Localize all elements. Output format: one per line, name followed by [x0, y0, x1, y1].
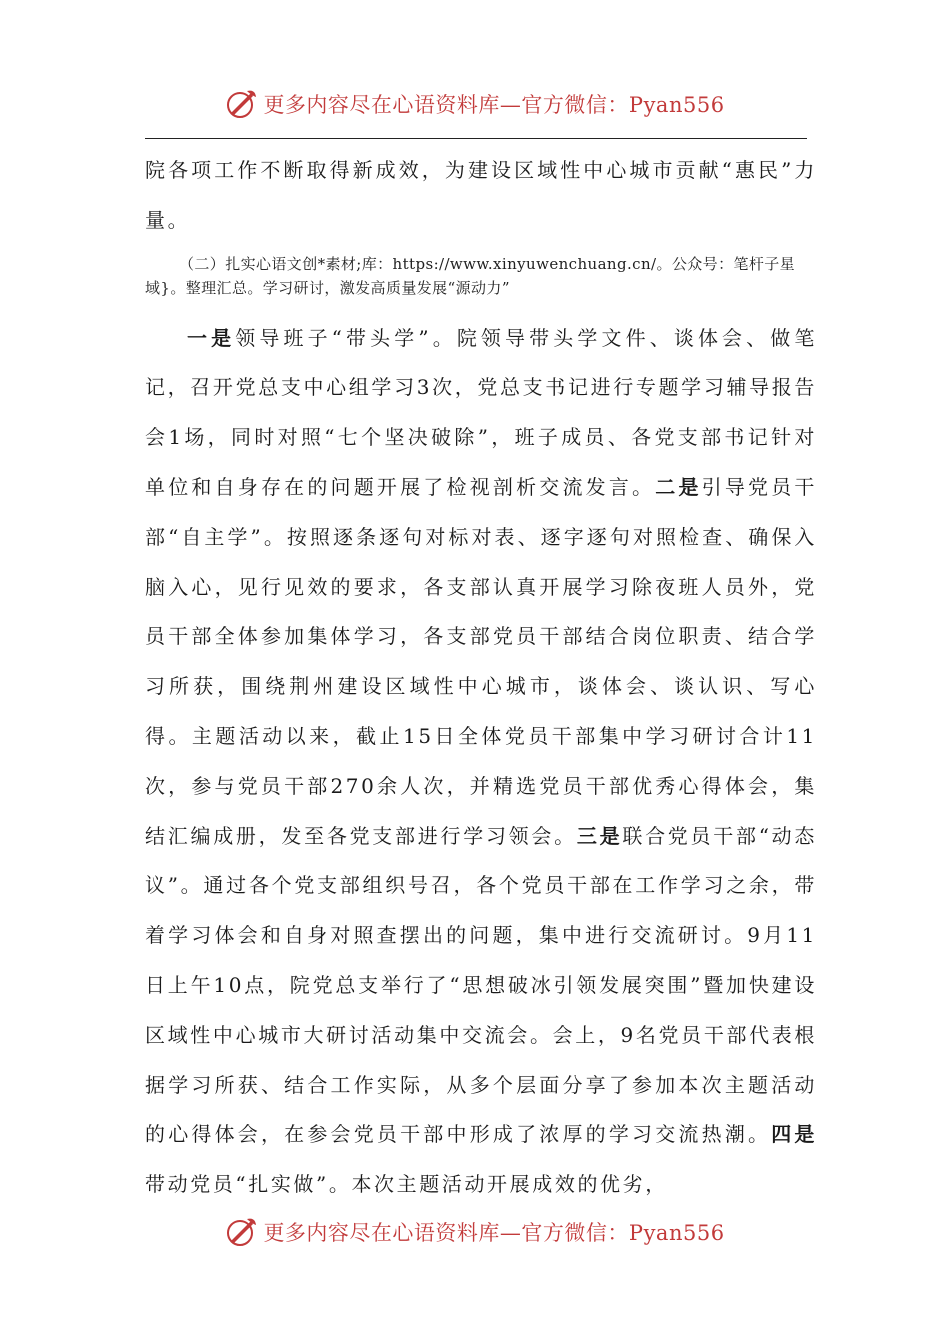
point-two-label: 二是	[655, 474, 702, 499]
header-banner	[0, 84, 950, 124]
quill-logo-icon	[225, 87, 259, 121]
point-three-label: 三是	[576, 823, 623, 848]
point-one-text: 领导班子“带头学”。院领导带头学文件、谈体会、做笔记，召开党总支中心组学习3次，党总支书记进行专题学习辅导报告会1场，同时对照“七个坚决破除”，班子成员、各党支部书记针对单位和自身存在的问题开展了检视剖析交流发言。	[145, 325, 818, 499]
point-one-label: 一是	[187, 325, 236, 350]
header-divider	[145, 138, 807, 139]
point-three-text: 联合党员干部“动态议”。通过各个党支部组织号召，各个党员干部在工作学习之余，带着学习体会和自身对照查摆出的问题，集中进行交流研讨。9月11日上午10点，院党总支举行了“思想破冰引领发展突围”暨加快建设区域性中心城市大研讨活动集中交流会。会上，9名党员干部代表根据学习所获、结合工作实际，从多个层面分享了参加本次主题活动的心得体会，在参会党员干部中形成了浓厚的学习交流热潮。	[145, 823, 818, 1147]
point-four-text: 带动党员“扎实做”。本次主题活动开展成效的优劣，	[145, 1172, 668, 1197]
document-body	[145, 146, 817, 1210]
quill-logo-icon	[225, 1215, 259, 1249]
section-heading: （二）扎实心语文创*素材;库：https://www.xinyuwenchuang.cn/。公众号：笔杆子星域}。整理汇总。学习研讨，激发高质量发展“源动力”	[145, 254, 796, 297]
footer-banner-text: 更多内容尽在心语资料库—官方微信：Pyan556	[263, 1221, 725, 1245]
point-two-text: 引导党员干部“自主学”。按照逐条逐句对标对表、逐字逐句对照检查、确保入脑入心，见行见效的要求，各支部认真开展学习除夜班人员外，党员干部全体参加集体学习，各支部党员干部结合岗位职责、结合学习所获，围绕荆州建设区域性中心城市，谈体会、谈认识、写心得。主题活动以来，截止15日全体党员干部集中学习研讨合计11次，参与党员干部270余人次，并精选党员干部优秀心得体会，集结汇编成册，发至各党支部进行学习领会。	[145, 474, 818, 848]
main-paragraph	[145, 314, 817, 1210]
continuation-paragraph: 院各项工作不断取得新成效，为建设区域性中心城市贡献“惠民”力量。	[145, 158, 817, 232]
header-banner-text: 更多内容尽在心语资料库—官方微信：Pyan556	[263, 93, 725, 117]
point-four-label: 四是	[771, 1122, 817, 1147]
footer-banner	[0, 1212, 950, 1252]
